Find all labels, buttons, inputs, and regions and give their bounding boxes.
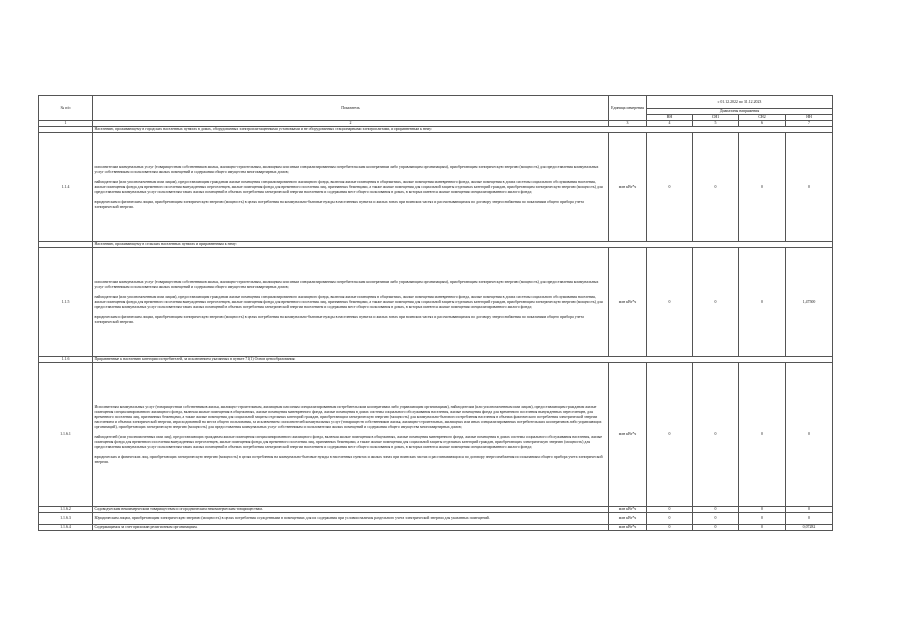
section-text: Приравненные к населению категории потребителей, за исключением указанных в пункте 71(1) Основ ценообразования:	[93, 357, 833, 363]
section-text: Населению, проживающему в сельских населенных пунктах и приравненным к нему:	[93, 242, 833, 248]
indicator-text	[93, 248, 609, 357]
row-number: 1.1.6.3	[39, 513, 93, 525]
section-text: Населению, проживающему в городских населенных пунктах в домах, оборудованных электроплитащенными установками и не оборудованных стационарными электроплитами, и приравненным к нему:	[93, 127, 833, 133]
value-nn: 0	[786, 507, 833, 513]
column-number: 7	[786, 121, 833, 127]
column-number: 5	[693, 121, 739, 127]
unit-cell: млн кВт*ч	[609, 507, 647, 513]
indicator-text	[93, 363, 609, 507]
indicator-paragraph: наймодателей (или уполномоченных ими лиц), предоставляющих гражданам жилые помещения специализированного жилищного фонда, включая жилые помещения в общежитиях, жилые помещения маневренного фонда, жилые помещения в домах системы социального обслуживания населения, жилые помещения фонда для временного поселения вынужденных переселенцев, жилые помещения фонда для временного поселения лиц, признанных беженцами, а также жилые помещения для социальной защиты отдельных категорий граждан, приобретающих электрическую энергию (мощность) для предоставления коммунальных услуг пользователям таких жилых помещений в объемах потребления электрической энергии населением и содержания мест общего пользования в домах, в которых имеются жилые помещения специализированного жилого фонда;	[94, 434, 603, 449]
row-number: 1.1.6	[39, 357, 93, 363]
value-vn: 0	[647, 525, 693, 531]
header-row-number: № п/п	[39, 96, 93, 121]
unit-cell: млн кВт*ч	[609, 248, 647, 357]
value-vn: 0	[647, 248, 693, 357]
header-voltage-sn2: СН2	[739, 115, 786, 121]
value-sn1: 0	[693, 133, 739, 242]
column-number: 2	[93, 121, 609, 127]
value-sn2: 0	[739, 507, 786, 513]
value-vn: 0	[647, 363, 693, 507]
indicator-paragraph: наймодателям (или уполномоченным ими лицам), предоставляющим гражданам жилые помещения специализированного жилищного фонда, включая жилые помещения в общежитиях, жилые помещения маневренного фонда, жилые помещения в домах системы социального обслуживания населения, жилые помещения фонда для временного поселения вынужденных переселенцев, жилые помещения фонда для временного поселения лиц, признанных беженцами, а также жилые помещения для социальной защиты отдельных категорий граждан, приобретающим электрическую энергию (мощность) для предоставления коммунальных услуг пользователям таких жилых помещений в объемах потребления электрической энергии населением и содержания мест общего пользования в домах, в которых имеются жилые помещения специализированного жилого фонда;	[94, 179, 603, 194]
value-sn2: 0	[739, 363, 786, 507]
unit-cell: млн кВт*ч	[609, 513, 647, 525]
value-nn: 0	[786, 513, 833, 525]
value-sn2: 0	[739, 525, 786, 531]
row-number: 1.1.4	[39, 133, 93, 242]
indicator-paragraph: Исполнителям коммунальных услуг (товариществам собственников жилья, жилищно-строительным, жилищным или иным специализированным потребительским кооперативам либо управляющим организациям), наймодателям (или уполномоченным ими лицам), предоставляющим гражданам жилые помещения специализированного жилищного фонда, включая жилые помещения в общежитиях, жилые помещения маневренного фонда, жилые помещения в домах системы социального обслуживания населения, жилые помещения фонда для временного поселения вынужденных переселенцев, для временного поселения лиц, признанных беженцами, а также жилые помещения для социальной защиты отдельных категорий граждан, приобретающим электрическую энергию (мощность) для коммунально-бытового потребления населения в объемах фактического потребления электрической энергии населением и объемах электрической энергии, израсходованной на места общего пользования, за исключением: исполнителей коммунальных услуг (товариществ собственников жилья, жилищно-строительных, жилищных или иных специализированных потребительских кооперативов либо управляющих организаций), приобретающих электрическую энергию (мощность) для предоставления коммунальных услуг собственникам и пользователям жилых помещений и содержания общего имущества многоквартирных домов;	[94, 404, 602, 429]
row-number: 1.1.5	[39, 248, 93, 357]
header-voltage-nn: НН	[786, 115, 833, 121]
column-number: 1	[39, 121, 93, 127]
indicator-paragraph: Садоводческим некоммерческим товариществам и огородническим некоммерческим товариществам.	[94, 507, 263, 511]
table-row	[39, 248, 833, 357]
row-number: 1.1.6.2	[39, 507, 93, 513]
value-nn: 0	[786, 363, 833, 507]
indicator-paragraph: Содержащимся за счет прихожан религиозным организациям.	[94, 525, 198, 529]
indicator-text	[93, 133, 609, 242]
row-number: 1.1.6.1	[39, 363, 93, 507]
value-vn: 0	[647, 507, 693, 513]
indicator-paragraph: юридическим и физическим лицам, приобретающим электрическую энергию (мощность) в целях потребления на коммунально-бытовые нужды в населенных пунктах и жилых зонах при воинских частях и рассчитывающимся по договору энергоснабжения по показаниям общего прибора учета электрической энергии.	[94, 199, 584, 209]
table-row	[39, 363, 833, 507]
column-number: 4	[647, 121, 693, 127]
tariff-balance-table	[38, 95, 833, 531]
value-nn: 0	[786, 133, 833, 242]
unit-cell: млн кВт*ч	[609, 363, 647, 507]
header-voltage-sn1: СН1	[693, 115, 739, 121]
header-voltage-vn: ВН	[647, 115, 693, 121]
indicator-paragraph: наймодателям (или уполномоченным ими лицам), предоставляющим гражданам жилые помещения специализированного жилищного фонда, включая жилые помещения в общежитиях, жилые помещения маневренного фонда, жилые помещения в домах системы социального обслуживания населения, жилые помещения фонда для временного поселения вынужденных переселенцев, жилые помещения фонда для временного поселения лиц, признанных беженцами, а также жилые помещения для социальной защиты отдельных категорий граждан, приобретающим электрическую энергию (мощность) для предоставления коммунальных услуг пользователям таких жилых помещений в объемах потребления электрической энергии населением и содержания мест общего пользования в домах, в которых имеются жилые помещения специализированного жилого фонда;	[94, 294, 603, 309]
value-vn: 0	[647, 133, 693, 242]
value-sn2: 0	[739, 133, 786, 242]
table-row	[39, 525, 833, 531]
header-period: с 01.12.2022 по 31.12.2023	[647, 96, 833, 109]
value-vn: 0	[647, 513, 693, 525]
indicator-paragraph: юридических и физических лиц, приобретающих электрическую энергию (мощность) в целях потребления на коммунально-бытовые нужды в населенных пунктах и жилых зонах при воинских частях и рассчитывающихся по договору энергоснабжения по показаниям общего прибора учета электрической энергии.	[94, 454, 603, 464]
indicator-paragraph: исполнителям коммунальных услуг (товариществам собственников жилья, жилищно-строительным, жилищным или иным специализированным потребительским кооперативам либо управляющим организациям), приобретающим электрическую энергию (мощность) для предоставления коммунальных услуг собственникам и пользователям жилых помещений и содержания общего имущества многоквартирных домов;	[94, 279, 599, 289]
value-sn2: 0	[739, 248, 786, 357]
indicator-text	[93, 513, 609, 525]
header-indicator: Показатель	[93, 96, 609, 121]
column-number: 3	[609, 121, 647, 127]
indicator-paragraph: юридическим и физическим лицам, приобретающим электрическую энергию (мощность) в целях потребления на коммунально-бытовые нужды в населенных пунктах и жилых зонах при воинских частях и рассчитывающимся по договору энергоснабжения по показаниям общего прибора учета электрической энергии.	[94, 314, 584, 324]
indicator-text	[93, 525, 609, 531]
indicator-paragraph: исполнителям коммунальных услуг (товариществам собственников жилья, жилищно-строительным, жилищным или иным специализированным потребительским кооперативам либо управляющим организациям), приобретающим электрическую энергию (мощность) для предоставления коммунальных услуг собственникам и пользователям жилых помещений и содержания общего имущества многоквартирных домов;	[94, 164, 599, 174]
header-voltage-group: Диапазоны напряжения	[647, 109, 833, 115]
value-nn: 0,07282	[786, 525, 833, 531]
row-number: 1.1.6.4	[39, 525, 93, 531]
value-sn2: 0	[739, 513, 786, 525]
indicator-paragraph: Юридическим лицам, приобретающим электрическую энергию (мощность) в целях потребления осужденными в помещениях для их содержания при условии наличия раздельного учета электрической энергии для указанных помещений.	[94, 516, 490, 520]
value-sn1: 0	[693, 525, 739, 531]
table-row	[39, 513, 833, 525]
column-number: 6	[739, 121, 786, 127]
header-unit: Единица измерения	[609, 96, 647, 121]
value-sn1: 0	[693, 507, 739, 513]
value-nn: 1,47500	[786, 248, 833, 357]
table-row	[39, 133, 833, 242]
value-sn1: 0	[693, 513, 739, 525]
value-sn1: 0	[693, 248, 739, 357]
value-sn1: 0	[693, 363, 739, 507]
unit-cell: млн кВт*ч	[609, 133, 647, 242]
unit-cell: млн кВт*ч	[609, 525, 647, 531]
